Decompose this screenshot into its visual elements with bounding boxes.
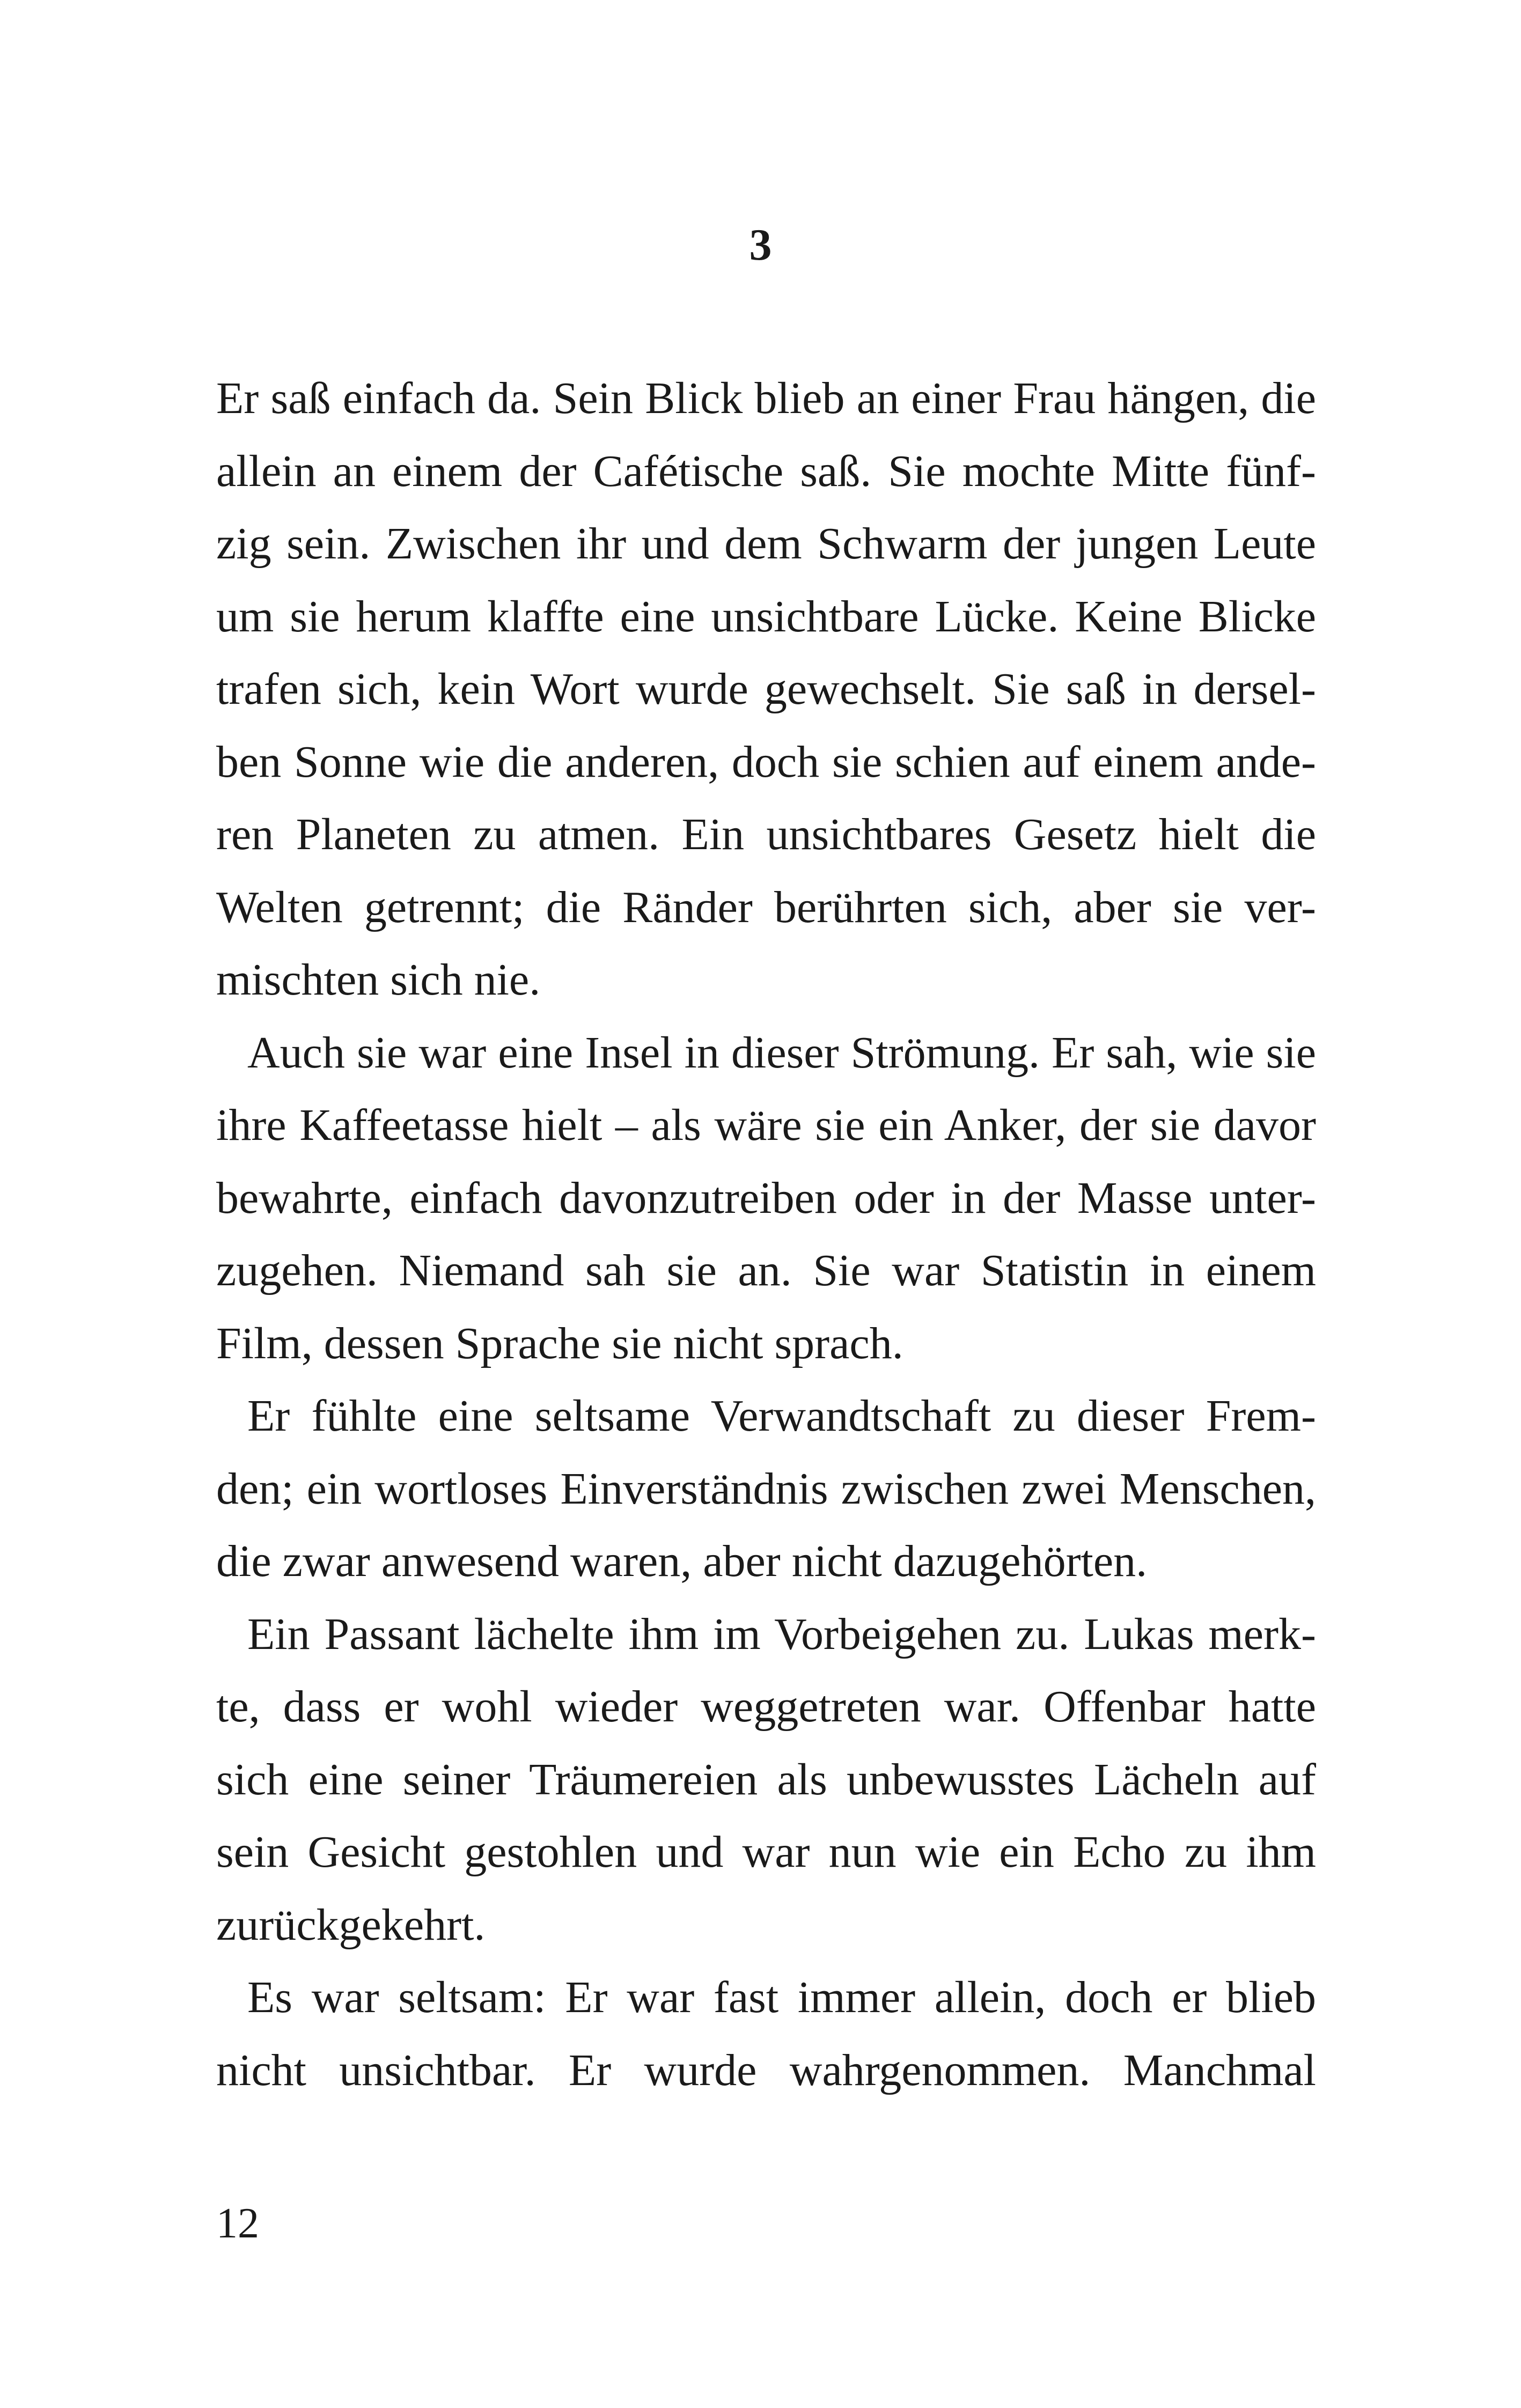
- text-line: zig sein. Zwischen ihr und dem Schwarm der jungen Leute: [216, 519, 1316, 569]
- page-number: 12: [216, 2200, 259, 2247]
- text-line: Ein Passant lächelte ihm im Vorbeigehen zu. Lukas merk-: [247, 1609, 1316, 1659]
- text-line: Er fühlte eine seltsame Verwandtschaft zu dieser Frem-: [247, 1391, 1316, 1441]
- text-line: te, dass er wohl wieder weggetreten war. Offenbar hatte: [216, 1682, 1316, 1732]
- text-line: Es war seltsam: Er war fast immer allein, doch er blieb: [247, 1972, 1316, 2022]
- text-line: Auch sie war eine Insel in dieser Strömung. Er sah, wie sie: [247, 1027, 1316, 1078]
- text-line: ihre Kaffeetasse hielt – als wäre sie ein Anker, der sie davor: [216, 1100, 1316, 1150]
- text-line: Film, dessen Sprache sie nicht sprach.: [216, 1318, 903, 1368]
- text-line: Er saß einfach da. Sein Blick blieb an einer Frau hängen, die: [216, 373, 1316, 423]
- text-line: um sie herum klaffte eine unsichtbare Lücke. Keine Blicke: [216, 591, 1316, 642]
- body-text: [216, 362, 1316, 2107]
- text-line: ren Planeten zu atmen. Ein unsichtbares Gesetz hielt die: [216, 809, 1316, 859]
- text-line: zugehen. Niemand sah sie an. Sie war Statistin in einem: [216, 1246, 1316, 1295]
- text-line: sich eine seiner Träumereien als unbewusstes Lächeln auf: [216, 1754, 1316, 1805]
- text-line: die zwar anwesend waren, aber nicht dazugehörten.: [216, 1536, 1148, 1586]
- text-line: den; ein wortloses Einverständnis zwischen zwei Menschen,: [216, 1463, 1316, 1514]
- text-line: nicht unsichtbar. Er wurde wahrgenommen. Manchmal: [216, 2045, 1316, 2095]
- text-line: bewahrte, einfach davonzutreiben oder in der Masse unter-: [216, 1173, 1316, 1223]
- text-line: zurückgekehrt.: [216, 1899, 486, 1950]
- text-line: allein an einem der Cafétische saß. Sie mochte Mitte fünf-: [216, 446, 1316, 496]
- chapter-number: 3: [749, 220, 772, 270]
- text-line: mischten sich nie.: [216, 955, 541, 1005]
- text-line: sein Gesicht gestohlen und war nun wie ein Echo zu ihm: [216, 1827, 1316, 1877]
- text-line: ben Sonne wie die anderen, doch sie schien auf einem ande-: [216, 737, 1316, 787]
- text-line: Welten getrennt; die Ränder berührten sich, aber sie ver-: [216, 882, 1316, 932]
- text-line: trafen sich, kein Wort wurde gewechselt. Sie saß in dersel-: [216, 664, 1316, 714]
